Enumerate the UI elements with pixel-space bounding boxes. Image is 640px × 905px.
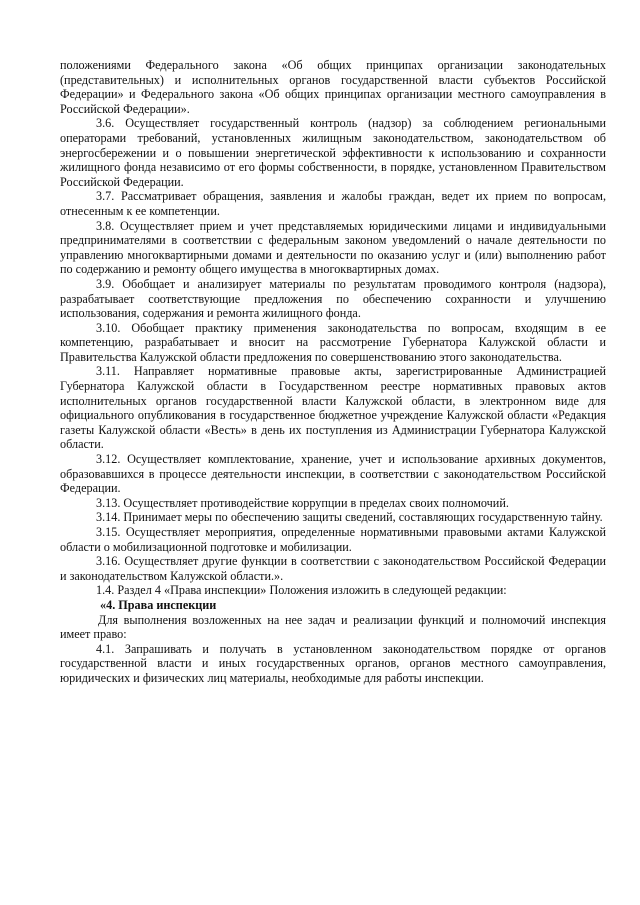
document-page: [60, 58, 606, 686]
paragraph-3-16: 3.16. Осуществляет другие функции в соответствии с законодательством Российской Федерации и законодательством Калужской области.».: [60, 554, 606, 583]
paragraph-3-9: 3.9. Обобщает и анализирует материалы по результатам проводимого контроля (надзора), разрабатывает соответствующие предложения по обеспечению сохранности и улучшению использования, содержания и ремонта жилищного фонда.: [60, 276, 606, 321]
paragraph-4-1: 4.1. Запрашивать и получать в установленном законодательством порядке от органов государственной власти и иных государственных органов, органов местного самоуправления, юридических и физических лиц материалы, необходимые для работы инспекции.: [60, 641, 606, 685]
paragraph-3-8: 3.8. Осуществляет прием и учет представляемых юридическими лицами и индивидуальными предпринимателями в соответствии с федеральным законом уведомлений о начале деятельности по управлению многоквартирными домами и деятельности по оказанию услуг и (или) выполнению работ по содержанию и ремонту общего имущества в многоквартирных домах.: [60, 218, 606, 277]
paragraph-3-10: 3.10. Обобщает практику применения законодательства по вопросам, входящим в ее компетенцию, разрабатывает и вносит на рассмотрение Губернатора Калужской области и Правительства Калужской области предложения по совершенствованию этого законодательства.: [60, 320, 606, 364]
paragraph-3-13: 3.13. Осуществляет противодействие коррупции в пределах своих полномочий.: [96, 495, 509, 510]
paragraph-3-12: 3.12. Осуществляет комплектование, хранение, учет и использование архивных документов, образовавшихся в процессе деятельности инспекции, в соответствии с законодательством Российской Федерации.: [60, 452, 606, 496]
paragraph-3-15: 3.15. Осуществляет мероприятия, определенные нормативными правовыми актами Калужской области о мобилизационной подготовке и мобилизации.: [60, 525, 606, 554]
paragraph-3-14: 3.14. Принимает меры по обеспечению защиты сведений, составляющих государственную тайну.: [96, 510, 603, 525]
paragraph-section-intro: Для выполнения возложенных на нее задач и реализации функций и полномочий инспекция имеет право:: [60, 612, 606, 642]
paragraph-3-7: 3.7. Рассматривает обращения, заявления и жалобы граждан, ведет их прием по вопросам, отнесенным к ее компетенции.: [60, 189, 606, 218]
section-heading: «4. Права инспекции: [100, 597, 217, 612]
paragraph-intro: положениями Федерального закона «Об общих принципах организации законодательных (представительных) и исполнительных органов государственной власти субъектов Российской Федерации» и Федерального закона «Об общих принципах организации местного самоуправления в Российской Федерации».: [60, 58, 606, 116]
paragraph-1-4: 1.4. Раздел 4 «Права инспекции» Положения изложить в следующей редакции:: [96, 583, 507, 598]
paragraph-3-6: 3.6. Осуществляет государственный контроль (надзор) за соблюдением региональными операторами требований, установленных жилищным законодательством, законодательством об энергосбережении и о повышении энергетической эффективности к использованию и сохранности жилищного фонда независимо от его формы собственности, в порядке, установленном Правительством Российской Федерации.: [60, 116, 606, 189]
paragraph-3-11: 3.11. Направляет нормативные правовые акты, зарегистрированные Администрацией Губернатора Калужской области в Государственном реестре нормативных правовых актов исполнительных органов государственной власти Калужской области, в электронном виде для официального опубликования в государственное бюджетное учреждение Калужской области «Редакция газеты Калужской области «Весть» в день их поступления из Администрации Губернатора Калужской области.: [60, 364, 606, 452]
